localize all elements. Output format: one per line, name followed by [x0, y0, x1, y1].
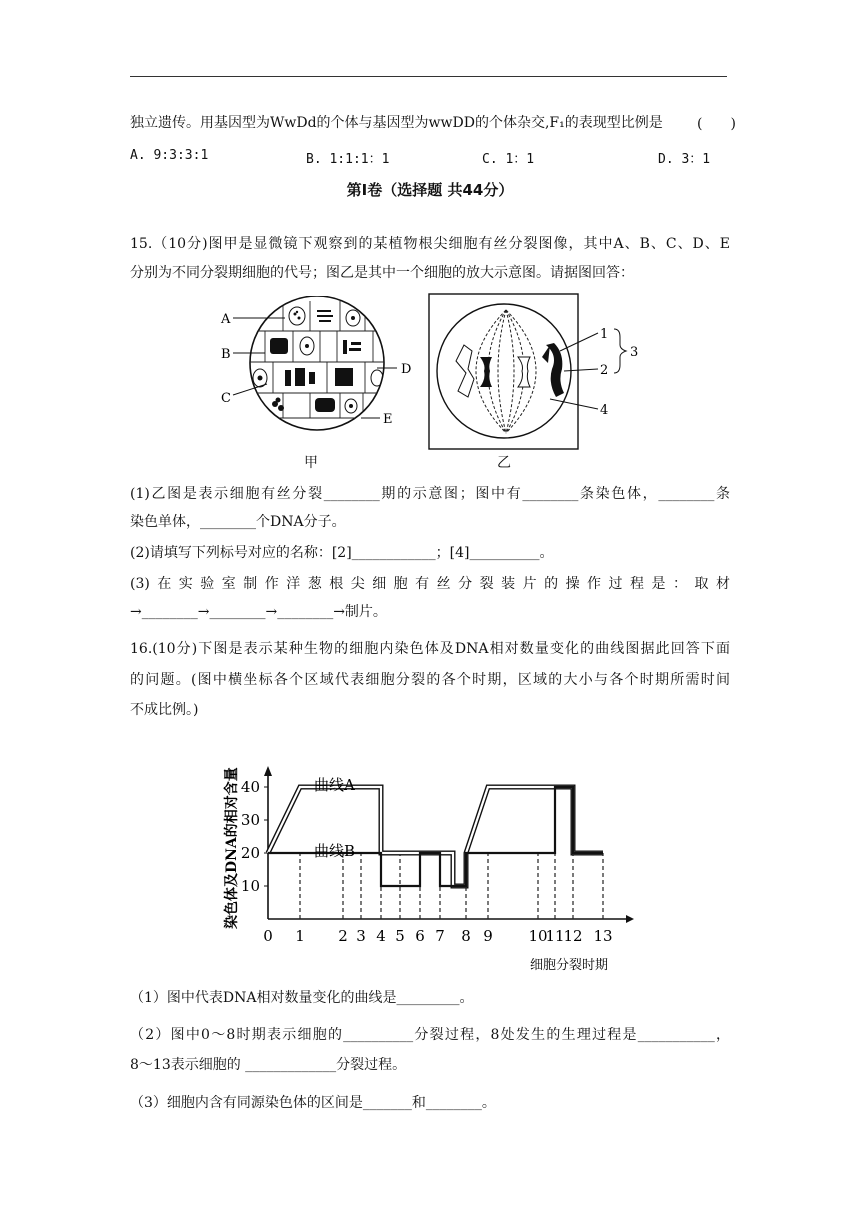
- fig-yi-label-3: 3: [630, 345, 639, 360]
- q15-sub3-line2: →________→________→________→制片。: [130, 604, 387, 620]
- series-b-line: [268, 787, 603, 886]
- q16-sub2-line1: （2）图中0～8时期表示细胞的__________分裂过程，8处发生的生理过程是___________，: [130, 1027, 730, 1043]
- series-a-line: [268, 787, 603, 886]
- x-tick-label: 11: [545, 927, 565, 945]
- x-tick-label: 0: [263, 927, 273, 945]
- x-tick-label: 2: [338, 927, 348, 945]
- fig-jia-label-a: A: [221, 312, 231, 327]
- q16-line3: 不成比例。): [130, 702, 199, 718]
- q14-stem: 独立遗传。用基因型为WwDd的个体与基因型为wwDD的个体杂交,F₁的表现型比例是: [130, 115, 663, 131]
- section-title: 第Ⅰ卷（选择题 共44分）: [346, 181, 514, 199]
- q15-sub3-line1: (3)在实验室制作洋葱根尖细胞有丝分裂装片的操作过程是：取材: [130, 576, 730, 592]
- q15-line1: 15.（10分)图甲是显微镜下观察到的某植物根尖细胞有丝分裂图像，其中A、B、C、D、E: [130, 236, 730, 252]
- q14-answer-paren: ( ): [697, 116, 736, 132]
- x-tick-label: 8: [461, 927, 471, 945]
- dna-chromosome-chart: [218, 744, 648, 976]
- x-tick-label: 3: [356, 927, 366, 945]
- q15-sub1-line2: 染色单体，________个DNA分子。: [130, 514, 346, 530]
- fig-yi-label-1: 1: [600, 327, 609, 342]
- q14-option-b: B. 1:1:1：1: [306, 152, 390, 167]
- fig-jia-label-b: B: [221, 347, 231, 362]
- q15-line2: 分别为不同分裂期细胞的代号；图乙是其中一个细胞的放大示意图。请据图回答：: [130, 265, 634, 281]
- q14-option-a: A. 9:3:3:1: [130, 148, 209, 163]
- header-rule: [130, 76, 727, 77]
- x-tick-label: 12: [563, 927, 583, 945]
- fig-jia-label-e: E: [383, 412, 393, 427]
- y-axis-arrow: [264, 766, 272, 776]
- x-tick-label: 13: [593, 927, 613, 945]
- figure-jia: [215, 296, 415, 441]
- q16-sub2-line2: 8～13表示细胞的 _____________分裂过程。: [130, 1057, 407, 1073]
- fig-yi-label-2: 2: [600, 363, 609, 378]
- x-tick-label: 4: [376, 927, 386, 945]
- y-tick-label: 30: [240, 811, 260, 829]
- chart-xlabel: 细胞分裂时期: [530, 958, 609, 973]
- q16-sub3: （3）细胞内含有同源染色体的区间是_______和________。: [130, 1095, 496, 1111]
- x-tick-label: 1: [295, 927, 305, 945]
- fig-jia-caption: 甲: [304, 455, 318, 471]
- fig-yi-label-4: 4: [600, 403, 609, 418]
- q16-sub1: （1）图中代表DNA相对数量变化的曲线是_________。: [130, 990, 474, 1006]
- x-tick-label: 6: [415, 927, 425, 945]
- q15-sub2: (2)请填写下列标号对应的名称：[2]____________；[4]__________。: [130, 545, 554, 561]
- figure-yi: [428, 293, 668, 451]
- y-tick-label: 40: [240, 778, 260, 796]
- q14-option-c: C. 1：1: [482, 152, 535, 167]
- series-a-label: 曲线A: [314, 776, 355, 794]
- series-b-label: 曲线B: [314, 842, 356, 860]
- chart-ylabel: 染色体及DNA的相对含量: [224, 767, 240, 929]
- q16-line1: 16.(10分)下图是表示某种生物的细胞内染色体及DNA相对数量变化的曲线图据此回答下面: [130, 641, 730, 657]
- fig-jia-label-d: D: [401, 362, 412, 377]
- y-tick-label: 10: [240, 877, 260, 895]
- q15-sub1-line1: (1)乙图是表示细胞有丝分裂________期的示意图；图中有________条染色体，________条: [130, 486, 730, 502]
- q14-option-d: D. 3：1: [658, 152, 711, 167]
- x-tick-label: 9: [483, 927, 493, 945]
- series-a-line-inner: [268, 787, 603, 886]
- fig-yi-caption: 乙: [497, 455, 511, 471]
- x-tick-label: 5: [395, 927, 405, 945]
- x-tick-label: 7: [435, 927, 445, 945]
- q16-line2: 的问题。(图中横坐标各个区域代表细胞分裂的各个时期，区域的大小与各个时期所需时间: [130, 672, 730, 688]
- fig-jia-label-c: C: [221, 391, 231, 406]
- x-axis-arrow: [626, 915, 634, 923]
- x-tick-label: 10: [528, 927, 548, 945]
- y-tick-label: 20: [240, 844, 260, 862]
